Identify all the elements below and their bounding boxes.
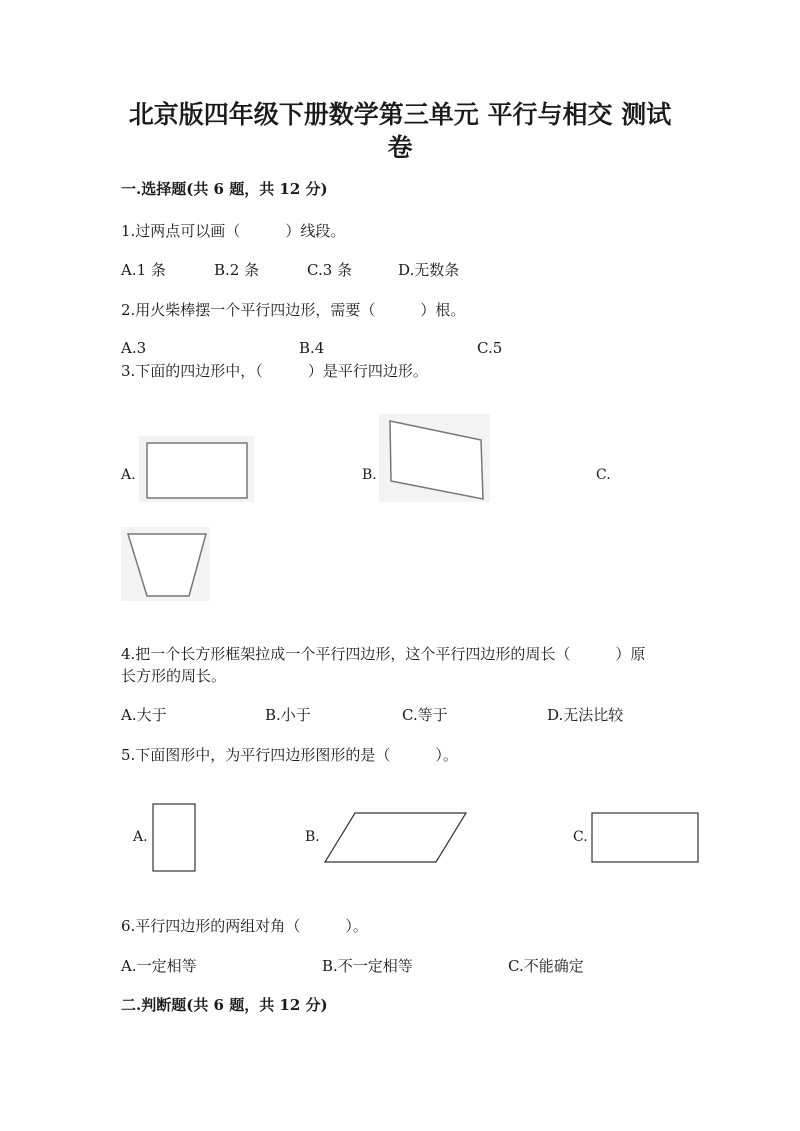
question-2: 2.用火柴棒摆一个平行四边形，需要（ ）根。 [121,301,466,319]
question-6: 6.平行四边形的两组对角（ ）。 [121,917,368,935]
q4-option-c: C.等于 [402,706,448,724]
q1-option-c: C.3 条 [307,261,353,279]
q1-option-d: D.无数条 [398,261,460,279]
question-5: 5.下面图形中，为平行四边形图形的是（ ）。 [121,746,458,764]
q1-option-b: B.2 条 [214,261,260,279]
q3-option-b-label: B. [362,467,377,483]
section-heading-choice: 一.选择题(共 6 题，共 12 分) [121,180,328,198]
q6-option-a: A.一定相等 [121,957,197,975]
wide-rectangle-shape [592,813,698,862]
question-4-line1: 4.把一个长方形框架拉成一个平行四边形，这个平行四边形的周长（ ）原 [121,645,646,663]
q4-option-a: A.大于 [121,706,167,724]
q2-option-b: B.4 [299,339,325,357]
q1-option-a: A.1 条 [121,261,166,279]
q4-option-b: B.小于 [265,706,311,724]
question-3: 3.下面的四边形中，（ ）是平行四边形。 [121,362,428,380]
q4-option-d: D.无法比较 [547,706,624,724]
question-4-line2: 长方形的周长。 [121,667,227,685]
question-1: 1.过两点可以画（ ）线段。 [121,222,346,240]
section-heading-judgement: 二.判断题(共 6 题，共 12 分) [121,996,328,1014]
page-title-line1: 北京版四年级下册数学第三单元 平行与相交 测试 [128,100,672,129]
page-title-line2: 卷 [387,133,413,162]
q6-option-c: C.不能确定 [508,957,584,975]
q3-option-a-label: A. [121,467,136,483]
q5-option-c-label: C. [573,829,588,845]
q2-option-a: A.3 [121,339,147,357]
q2-option-c: C.5 [477,339,503,357]
q6-option-b: B.不一定相等 [322,957,413,975]
q5-option-b-label: B. [305,829,320,845]
q5-option-a-label: A. [133,829,148,845]
q3-option-c-label: C. [596,467,611,483]
